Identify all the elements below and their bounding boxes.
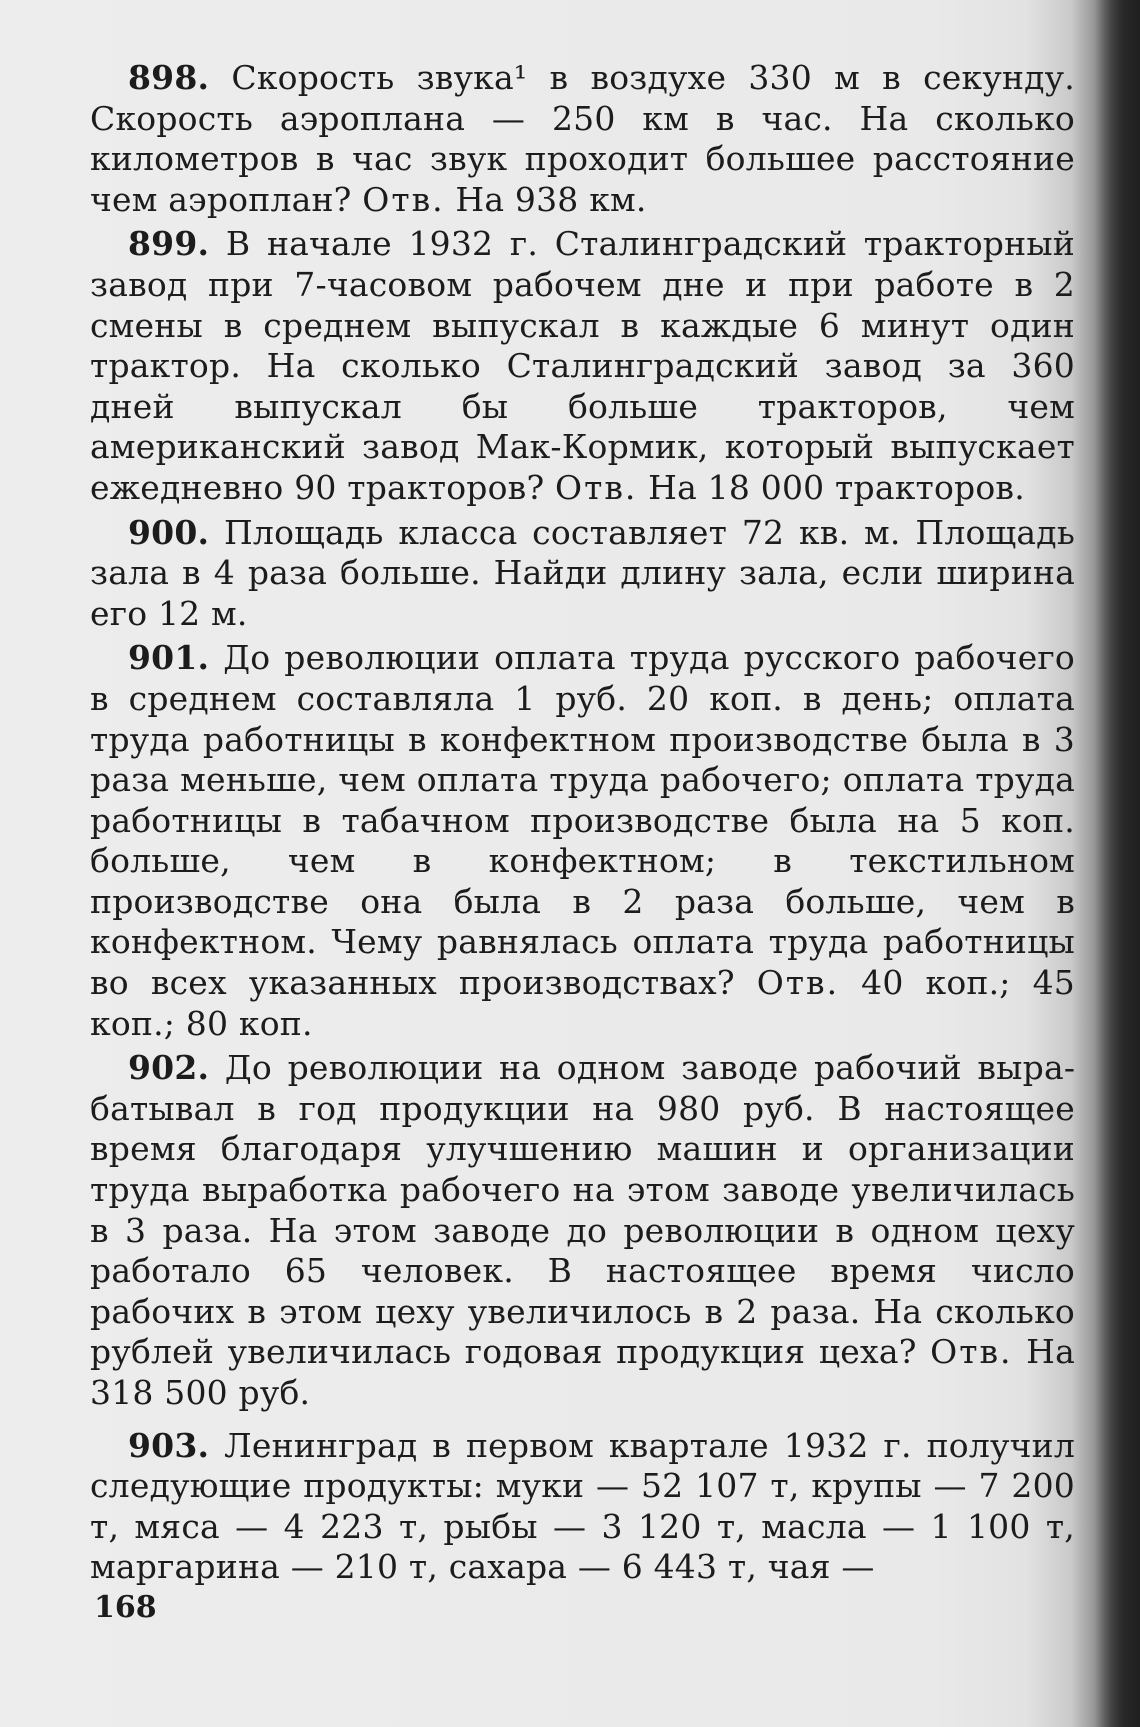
answer-text: 40 коп.; 45 коп.; 80 коп. <box>90 963 1075 1043</box>
problem-number: 900. <box>128 512 210 552</box>
problem-text: До революции оплата труда русского рабочего в среднем составляла 1 руб. 20 коп. в день; оплата труда работницы в конфектном производстве была в 3 раза меньше, чем оплата труда рабочего; оплата труда работницы в табачном производстве была на 5 коп. больше, чем в конфектном; в текстильном производстве она была в 2 раза больше, чем в конфектном. Чему равнялась оплата труда работницы во всех указанных производствах? <box>90 638 1075 1003</box>
answer-text: На 318 500 руб. <box>90 1332 1075 1412</box>
book-spine-shadow <box>1094 0 1140 1727</box>
answer-text: На 938 км. <box>455 179 647 219</box>
problem-text: До революции на одном заводе рабочий вырабатывал в год продукции на 980 руб. В настоящее время благодаря улучшению машин и организации труда выработка рабочего на этом заводе увеличилась в 3 раза. На этом заводе до революции в одном цеху работало 65 человек. В настоящее время число рабочих в этом цеху увеличилось в 2 раза. На сколько рублей увеличилась годовая продукция цеха? <box>90 1048 1075 1372</box>
problem-number: 899. <box>128 224 210 264</box>
problem-898 <box>90 58 1075 220</box>
answer-label: Отв. <box>362 179 445 219</box>
problem-901 <box>90 638 1075 1044</box>
problem-text: Ленинград в первом квартале 1932 г. получил следующие продукты: муки — 52 107 т, крупы — 7 200 т, мяса — 4 223 т, рыбы — 3 120 т, масла — 1 100 т, маргарина — 210 т, сахара — 6 443 т, чая — <box>90 1425 1075 1587</box>
answer-label: Отв. <box>756 963 840 1003</box>
problem-903 <box>90 1426 1075 1588</box>
problem-number: 902. <box>128 1048 210 1088</box>
problem-900 <box>90 513 1075 635</box>
answer-label: Отв. <box>555 467 638 507</box>
problem-list <box>90 58 1075 1592</box>
problem-number: 901. <box>128 638 210 678</box>
answer-label: Отв. <box>930 1332 1013 1372</box>
problem-899 <box>90 224 1075 508</box>
problem-902 <box>90 1048 1075 1413</box>
problem-number: 903. <box>128 1425 210 1465</box>
problem-text: Скорость звука¹ в воздухе 330 м в секунду. Скорость аэроплана — 250 км в час. На сколько километров в час звук проходит большее расстояние чем аэроплан? <box>90 58 1075 219</box>
page-number: 168 <box>94 1590 157 1625</box>
problem-text: В начале 1932 г. Сталинградский тракторный завод при 7-часовом рабочем дне и при работе в 2 смены в среднем выпускал в каждые 6 минут один трактор. На сколько Сталинградский завод за 360 дней выпускал бы больше тракторов, чем американский завод Мак-Кормик, который выпускает ежедневно 90 тракторов? <box>90 224 1075 507</box>
problem-number: 898. <box>128 58 210 97</box>
problem-text: Площадь класса составляет 72 кв. м. Площадь зала в 4 раза больше. Найди длину зала, если ширина его 12 м. <box>90 512 1075 633</box>
answer-text: На 18 000 тракторов. <box>648 467 1025 507</box>
